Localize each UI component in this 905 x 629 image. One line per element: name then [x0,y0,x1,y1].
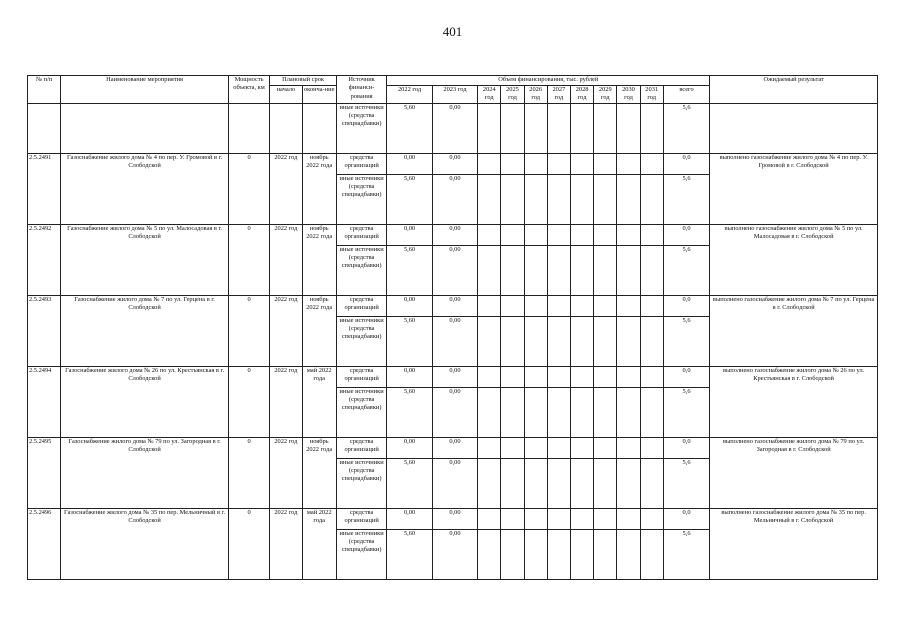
value-total: 0,0 [663,153,709,174]
header-year-2030: 2030 год [617,86,640,104]
header-year-2028: 2028 год [570,86,593,104]
empty-year-cell [478,153,501,174]
value-2023: 0,00 [432,295,477,316]
table-row [28,508,878,529]
empty-year-cell [478,245,501,295]
empty-year-cell [640,153,663,174]
source-value: средства организаций [336,295,386,316]
empty-year-cell [570,174,593,224]
empty-year-cell [547,387,570,437]
empty-year-cell [640,387,663,437]
end-cell [302,103,336,153]
table-row [28,295,878,316]
row-number: 2.5.2496 [28,508,61,579]
empty-year-cell [501,366,524,387]
value-total-cell: 5,6 [663,103,709,153]
header-year-2023: 2023 год [432,86,477,104]
start-cell [270,103,302,153]
empty-year-cell [524,245,547,295]
value-total: 5,6 [663,529,709,579]
row-number: 2.5.2492 [28,224,61,295]
empty-year-cell [640,529,663,579]
value-2023: 0,00 [432,366,477,387]
start-value: 2022 год [270,437,302,508]
row-number: 2.5.2491 [28,153,61,224]
value-total: 0,0 [663,366,709,387]
empty-year-cell [547,437,570,458]
empty-year-cell [570,295,593,316]
empty-year-cell [478,529,501,579]
empty-year-cell [524,508,547,529]
empty-year-cell [501,245,524,295]
value-2023: 0,00 [432,245,477,295]
empty-year-cell [570,508,593,529]
empty-year-cell [594,316,617,366]
value-total: 0,0 [663,295,709,316]
expected-result: выполнено газоснабжение жилого дома № 79 по ул. Загородная в г. Слободской [710,437,878,508]
empty-year-cell [617,458,640,508]
start-value: 2022 год [270,224,302,295]
expected-result: выполнено газоснабжение жилого дома № 4 по пер. У. Громовой в г. Слободской [710,153,878,224]
source-value: иные источники (средства спецнадбавки) [336,387,386,437]
empty-year-cell [547,224,570,245]
source-value: иные источники (средства спецнадбавки) [336,174,386,224]
empty-year-cell [594,224,617,245]
header-source: Источник финанси-рования [336,76,386,104]
empty-year-cell [547,245,570,295]
header-year-2025: 2025 год [501,86,524,104]
empty-year-cell [501,224,524,245]
start-value: 2022 год [270,508,302,579]
value-2023: 0,00 [432,529,477,579]
empty-year-cell [617,174,640,224]
empty-year-cell [640,224,663,245]
end-value: ноябрь 2022 года [302,295,336,366]
header-start: начало [270,86,302,104]
end-value: ноябрь 2022 года [302,224,336,295]
row-number: 2.5.2493 [28,295,61,366]
empty-year-cell [617,153,640,174]
empty-year-cell [570,458,593,508]
empty-year-cell [570,366,593,387]
table-row [28,366,878,387]
value-2023-cell: 0,00 [432,103,477,153]
table-row-continuation [28,103,878,153]
row-number: 2.5.2495 [28,437,61,508]
capacity-cell [228,103,269,153]
start-value: 2022 год [270,153,302,224]
value-total: 5,6 [663,316,709,366]
header-total: всего [663,86,709,104]
empty-year-cell [547,366,570,387]
value-2023: 0,00 [432,387,477,437]
value-total: 0,0 [663,508,709,529]
source-value: иные источники (средства спецнадбавки) [336,316,386,366]
empty-year-cell [570,437,593,458]
table-row [28,437,878,458]
value-2023: 0,00 [432,316,477,366]
empty-year-cell [547,529,570,579]
start-value: 2022 год [270,366,302,437]
empty-year-cell [524,224,547,245]
end-value: ноябрь 2022 года [302,437,336,508]
empty-year-cell [478,224,501,245]
empty-year-cell [617,295,640,316]
activity-name: Газоснабжение жилого дома № 26 по ул. Крестьянская в г. Слободской [61,366,229,437]
capacity-value: 0 [228,508,269,579]
empty-year-cell [594,295,617,316]
empty-year-cell [617,529,640,579]
empty-year-cell [617,224,640,245]
empty-year-cell [478,458,501,508]
empty-year-cell [594,153,617,174]
value-2022: 0,00 [387,295,432,316]
result-cell [710,103,878,153]
header-capacity: Мощность объекта, км [228,76,269,104]
source-cell: иные источники (средства спецнадбавки) [336,103,386,153]
empty-year-cell [570,387,593,437]
funding-table [27,75,878,580]
empty-year-cell [547,458,570,508]
expected-result: выполнено газоснабжение жилого дома № 5 по ул. Малосадовая в г. Слободской [710,224,878,295]
empty-year-cell [501,437,524,458]
header-year-2026: 2026 год [524,86,547,104]
empty-year-cell [501,174,524,224]
value-2023: 0,00 [432,174,477,224]
header-num: № п/п [28,76,61,104]
end-value: май 2022 года [302,508,336,579]
value-2023: 0,00 [432,153,477,174]
table-row [28,224,878,245]
header-name: Наименование мероприятия [61,76,229,104]
empty-year-cell [617,508,640,529]
empty-year-cell [640,245,663,295]
source-value: средства организаций [336,366,386,387]
expected-result: выполнено газоснабжение жилого дома № 26 по ул. Крестьянская в г. Слободской [710,366,878,437]
header-end: оконча-ние [302,86,336,104]
empty-year-cell [478,437,501,458]
activity-name: Газоснабжение жилого дома № 79 по ул. Загородная в г. Слободской [61,437,229,508]
empty-year-cell [570,224,593,245]
empty-year-cell [617,437,640,458]
empty-year-cell [524,458,547,508]
empty-year-cell [594,508,617,529]
row-number: 2.5.2494 [28,366,61,437]
empty-year-cell [640,366,663,387]
value-2022: 0,00 [387,224,432,245]
value-2022: 5,60 [387,387,432,437]
empty-year-cell [594,437,617,458]
header-plan-term: Плановый срок [270,76,337,86]
empty-year-cell [524,437,547,458]
empty-year-cell [547,295,570,316]
empty-year-cell [524,366,547,387]
value-2022: 0,00 [387,366,432,387]
value-2022: 5,60 [387,316,432,366]
empty-year-cell [640,174,663,224]
source-value: средства организаций [336,508,386,529]
activity-name: Газоснабжение жилого дома № 5 по ул. Малосадовая в г. Слободской [61,224,229,295]
empty-year-cell [478,316,501,366]
empty-year-cell [547,316,570,366]
empty-year-cell [501,153,524,174]
empty-year-cell [501,529,524,579]
end-value: май 2022 года [302,366,336,437]
empty-year-cell [570,529,593,579]
source-value: иные источники (средства спецнадбавки) [336,458,386,508]
expected-result: выполнено газоснабжение жилого дома № 35 по пер. Мельничный в г. Слободской [710,508,878,579]
value-2023: 0,00 [432,458,477,508]
empty-year-cell [524,316,547,366]
start-value: 2022 год [270,295,302,366]
empty-year-cell [640,295,663,316]
table-row [28,153,878,174]
value-total: 5,6 [663,458,709,508]
header-result: Ожидаемый результат [710,76,878,104]
empty-year-cell [617,245,640,295]
empty-year-cell [594,387,617,437]
empty-year-cell [478,174,501,224]
empty-year-cell [594,245,617,295]
value-2022: 0,00 [387,153,432,174]
empty-year-cell [570,153,593,174]
end-value: ноябрь 2022 года [302,153,336,224]
capacity-value: 0 [228,295,269,366]
empty-year-cell [594,174,617,224]
empty-year-cell [524,529,547,579]
empty-year-cell [501,387,524,437]
header-year-2029: 2029 год [594,86,617,104]
value-total: 0,0 [663,224,709,245]
capacity-value: 0 [228,437,269,508]
page-number: 401 [442,24,463,39]
value-2022: 5,60 [387,458,432,508]
header-year-2024: 2024 год [478,86,501,104]
empty-year-cell [594,366,617,387]
activity-name: Газоснабжение жилого дома № 35 по пер. Мельничный в г. Слободской [61,508,229,579]
empty-year-cell [501,316,524,366]
capacity-value: 0 [228,153,269,224]
empty-year-cell [478,387,501,437]
empty-year-cell [501,508,524,529]
capacity-value: 0 [228,224,269,295]
empty-year-cell [617,387,640,437]
value-total: 5,6 [663,174,709,224]
empty-year-cell [524,153,547,174]
empty-year-cell [594,529,617,579]
value-2023: 0,00 [432,224,477,245]
empty-year-cell [640,316,663,366]
empty-year-cell [547,174,570,224]
header-year-2027: 2027 год [547,86,570,104]
capacity-value: 0 [228,366,269,437]
empty-year-cell [524,174,547,224]
expected-result: выполнено газоснабжение жилого дома № 7 по ул. Герцена в г. Слободской [710,295,878,366]
value-2022: 0,00 [387,508,432,529]
empty-year-cell [478,508,501,529]
empty-year-cell [501,295,524,316]
empty-year-cell [524,295,547,316]
value-total: 5,6 [663,387,709,437]
header-funding: Объем финансирования, тыс. рублей [387,76,710,86]
value-total: 0,0 [663,437,709,458]
empty-year-cell [617,316,640,366]
source-value: иные источники (средства спецнадбавки) [336,245,386,295]
empty-year-cell [570,245,593,295]
activity-name: Газоснабжение жилого дома № 7 по ул. Герцена в г. Слободской [61,295,229,366]
empty-year-cell [524,387,547,437]
source-value: средства организаций [336,153,386,174]
num-cell [28,103,61,153]
empty-year-cell [640,458,663,508]
value-2022: 5,60 [387,174,432,224]
source-value: средства организаций [336,437,386,458]
value-total: 5,6 [663,245,709,295]
empty-year-cell [478,295,501,316]
value-2022: 5,60 [387,245,432,295]
empty-year-cell [478,366,501,387]
empty-year-cell [594,458,617,508]
header-year-2031: 2031 год [640,86,663,104]
empty-year-cell [501,458,524,508]
value-2022-cell: 5,60 [387,103,432,153]
empty-year-cell [640,508,663,529]
name-cell [61,103,229,153]
activity-name: Газоснабжение жилого дома № 4 по пер. У. Громовой в г. Слободской [61,153,229,224]
header-year-2022: 2022 год [387,86,432,104]
value-2023: 0,00 [432,508,477,529]
empty-year-cell [570,316,593,366]
empty-year-cell [547,153,570,174]
value-2023: 0,00 [432,437,477,458]
source-value: иные источники (средства спецнадбавки) [336,529,386,579]
value-2022: 5,60 [387,529,432,579]
value-2022: 0,00 [387,437,432,458]
source-value: средства организаций [336,224,386,245]
empty-year-cell [617,366,640,387]
empty-year-cell [640,437,663,458]
empty-year-cell [547,508,570,529]
